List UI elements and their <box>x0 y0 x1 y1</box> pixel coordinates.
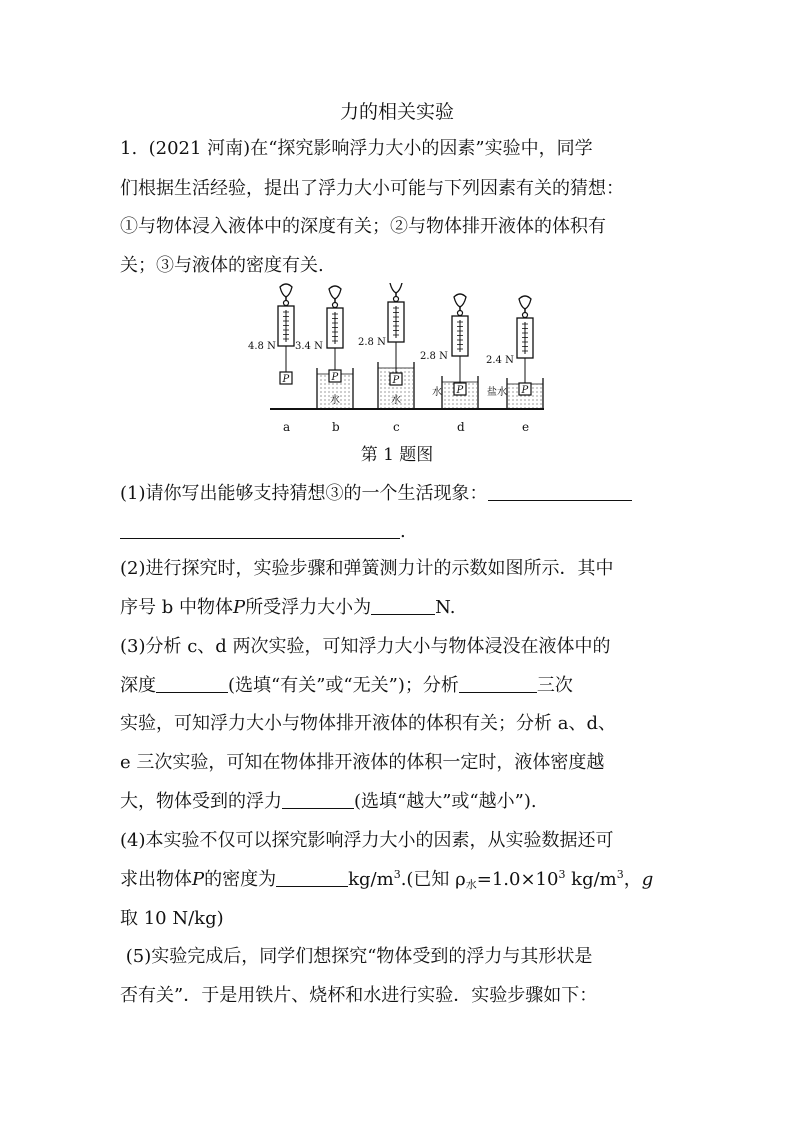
setup-label: c <box>393 420 400 434</box>
setup-label: a <box>283 420 291 434</box>
q2-text-pre: 序号 b 中物体 <box>120 597 233 618</box>
q3-text-5b: (选填“越大”或“越小”). <box>354 791 537 812</box>
q4-blank[interactable] <box>276 868 348 887</box>
liquid-label: 水 <box>432 387 442 398</box>
object-label: P <box>456 385 464 396</box>
object-label: P <box>521 385 529 396</box>
q1-blank-2[interactable] <box>120 520 400 539</box>
q4-text-b: 的密度为 <box>204 869 277 890</box>
q4-sup-2: 3 <box>558 868 566 881</box>
setup-label: d <box>457 420 465 434</box>
q1-blank-1[interactable] <box>488 482 632 501</box>
q4-line-3: 取 10 N/kg) <box>120 908 224 929</box>
figure-caption: 第 1 题图 <box>360 445 434 465</box>
hand-icon <box>280 284 292 297</box>
q4-sub-water: 水 <box>465 878 477 891</box>
ring <box>284 301 289 306</box>
hand-icon <box>454 294 466 307</box>
q4-text-c: .(已知 ρ <box>400 869 466 890</box>
scale-reading: 4.8 N <box>248 341 276 352</box>
q4-g: g <box>641 869 654 890</box>
object-label: P <box>282 374 290 385</box>
experiment-figure <box>248 283 548 435</box>
liquid-label: 水 <box>330 395 340 406</box>
q4-unit: kg/m <box>348 869 394 890</box>
q3-text-a: 深度 <box>120 675 156 696</box>
q5-line-2: 否有关”．于是用铁片、烧杯和水进行实验．实验步骤如下： <box>120 985 598 1006</box>
ring <box>458 311 463 316</box>
q3-line-4: e 三次实验，可知在物体排开液体的体积一定时，液体密度越 <box>120 752 605 773</box>
q4-line-1: (4)本实验不仅可以探究影响浮力大小的因素，从实验数据还可 <box>120 830 614 851</box>
q3-line-5 <box>120 790 537 814</box>
q3-blank-3[interactable] <box>282 790 354 809</box>
object-label: P <box>331 372 339 383</box>
q2-text-mid: 所受浮力大小为 <box>245 597 372 618</box>
q3-blank-1[interactable] <box>156 674 228 693</box>
scale-reading: 2.4 N <box>486 355 514 366</box>
q4-text-e: kg/m <box>565 869 617 890</box>
q2-unit: N. <box>435 597 456 618</box>
q4-sup-1: 3 <box>393 868 401 881</box>
q3-text-5a: 大，物体受到的浮力 <box>120 791 282 812</box>
q1-line-1 <box>120 482 632 506</box>
intro-line-1: 1. (2021 河南)在“探究影响浮力大小的因素”实验中，同学 <box>120 138 593 159</box>
q4-object-p: P <box>192 869 205 890</box>
liquid-label: 水 <box>391 395 401 406</box>
ring <box>333 303 338 308</box>
hand-icon <box>519 296 531 309</box>
ring <box>523 313 528 318</box>
scale-reading: 3.4 N <box>295 341 323 352</box>
q2-line-1: (2)进行探究时，实验步骤和弹簧测力计的示数如图所示．其中 <box>120 558 614 579</box>
scale-reading: 2.8 N <box>358 337 386 348</box>
ring <box>394 297 399 302</box>
q2-line-2 <box>120 596 455 620</box>
q1-text: (1)请你写出能够支持猜想③的一个生活现象： <box>120 483 488 504</box>
q3-line-1: (3)分析 c、d 两次实验，可知浮力大小与物体浸没在液体中的 <box>120 636 611 657</box>
q5-line-1: (5)实验完成后，同学们想探究“物体受到的浮力与其形状是 <box>120 946 593 967</box>
liquid-label: 盐水 <box>487 387 507 398</box>
q3-text-b: (选填“有关”或“无关”)；分析 <box>228 675 459 696</box>
q3-line-2 <box>120 674 573 698</box>
q3-text-c: 三次 <box>536 675 573 696</box>
intro-line-4: 关；③与液体的密度有关. <box>120 255 324 276</box>
q4-sup-3: 3 <box>616 868 624 881</box>
q3-blank-2[interactable] <box>459 674 537 693</box>
q2-object-p: P <box>232 597 246 618</box>
q2-blank[interactable] <box>371 596 435 615</box>
intro-line-2: 们根据生活经验，提出了浮力大小可能与下列因素有关的猜想： <box>120 178 624 199</box>
scale-reading: 2.8 N <box>420 351 448 362</box>
q1-end: . <box>400 521 406 542</box>
q4-line-2 <box>120 868 653 892</box>
q1-line-2 <box>120 520 406 544</box>
q4-text-a: 求出物体 <box>120 869 192 890</box>
q4-text-d: =1.0×10 <box>476 869 559 890</box>
setup-label: b <box>332 420 340 434</box>
q4-text-f: ， <box>623 869 642 890</box>
hand-icon <box>329 286 341 299</box>
page-title: 力的相关实验 <box>339 101 454 123</box>
hand-icon <box>390 283 402 293</box>
object-label: P <box>392 375 400 386</box>
q3-line-3: 实验，可知浮力大小与物体排开液体的体积有关；分析 a、d、 <box>120 713 616 734</box>
intro-line-3: ①与物体浸入液体中的深度有关；②与物体排开液体的体积有 <box>120 216 606 237</box>
setup-label: e <box>522 420 530 434</box>
